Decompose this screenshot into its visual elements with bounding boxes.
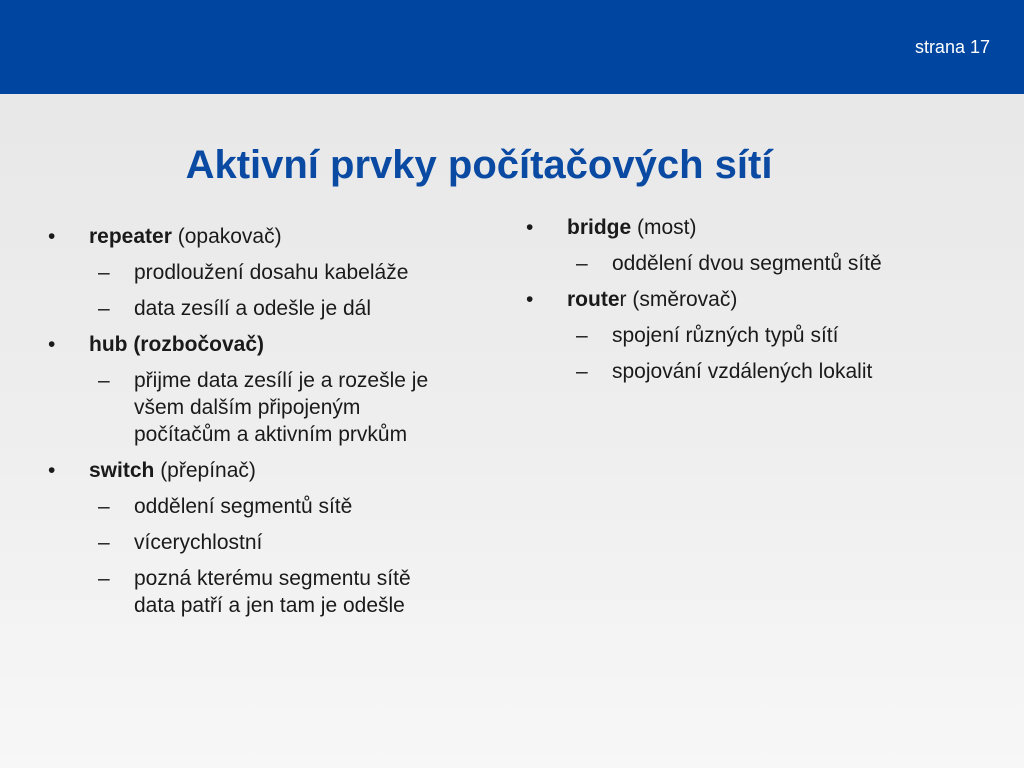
dash-icon: – [576,252,588,275]
dash-icon: – [98,261,110,284]
sub-item [526,250,966,277]
sub-item [48,367,434,448]
list-item-router [526,286,966,313]
term-switch: switch [89,459,155,482]
sub-item [48,259,508,286]
sub-item [48,529,508,556]
sub-item-text: oddělení dvou segmentů sítě [612,252,882,275]
list-item-switch [48,457,508,484]
bullet-icon: • [48,225,56,248]
bullet-icon: • [526,216,534,239]
dash-icon: – [576,360,588,383]
sub-item-text: přijme data zesílí je a rozešle je všem dalším připojeným počítačům a aktivním prvkům [134,369,429,446]
term-repeater-description: (opakovač) [171,225,282,248]
page-number: strana 17 [914,37,990,57]
sub-item [48,565,434,619]
sub-item [526,322,966,349]
bullet-icon: • [526,288,534,311]
sub-item-text: vícerychlostní [134,531,263,554]
bullet-icon: • [48,333,56,356]
term-switch-description: (přepínač) [154,459,256,482]
term-bridge: bridge [567,216,632,239]
sub-item [48,493,508,520]
sub-item [526,358,966,385]
dash-icon: – [98,567,110,590]
sub-item-text: spojení různých typů sítí [612,324,839,347]
header-bar [0,0,1024,94]
sub-item-text: data zesílí a odešle je dál [134,297,371,320]
sub-item-text: oddělení segmentů sítě [134,495,353,518]
sub-item-text: spojování vzdálených lokalit [612,360,873,383]
list-item-hub [48,331,508,358]
dash-icon: – [98,297,110,320]
term-bridge-description: (most) [631,216,697,239]
slide-title: Aktivní prvky počítačových sítí [185,143,773,187]
term-hub: hub (rozbočovač) [89,333,265,356]
sub-item-text: pozná kterému segmentu sítě data patří a jen tam je odešle [134,567,411,617]
sub-item [48,295,508,322]
term-repeater: repeater [89,225,172,248]
dash-icon: – [98,531,110,554]
list-item-repeater [48,223,508,250]
dash-icon: – [98,495,110,518]
list-item-bridge [526,214,966,241]
dash-icon: – [576,324,588,347]
right-column [526,214,966,394]
bullet-icon: • [48,459,56,482]
sub-item-text: prodloužení dosahu kabeláže [134,261,409,284]
term-router: route [567,288,620,311]
dash-icon: – [98,369,110,392]
term-router-description: r (směrovač) [619,288,738,311]
left-column [48,223,508,628]
